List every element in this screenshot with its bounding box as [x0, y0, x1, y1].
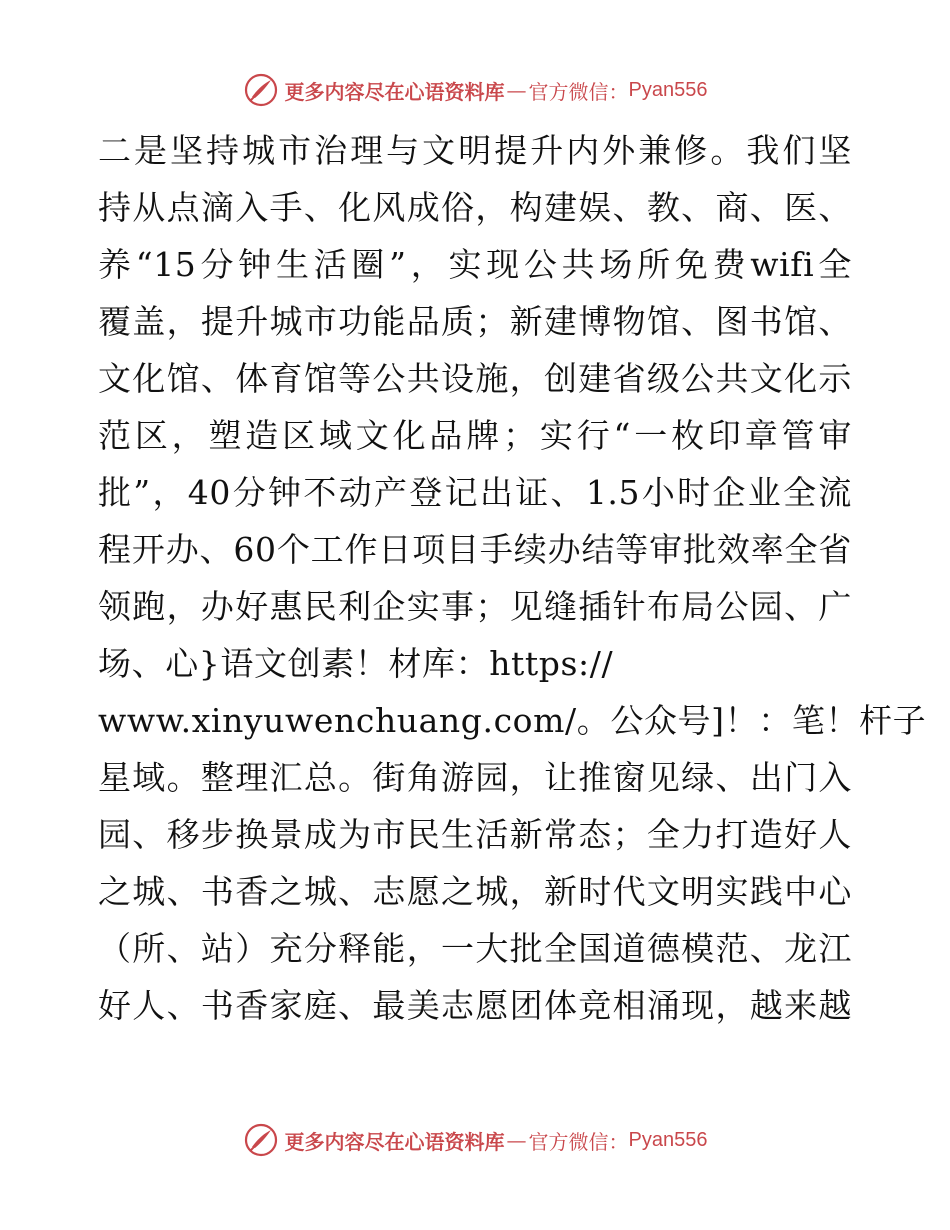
- text-line: www.xinyuwenchuang.com/。公众号]！：笔！杆子: [98, 701, 927, 740]
- quill-logo-icon: [243, 72, 279, 108]
- text-line: 领跑，办好惠民利企实事；见缝插针布局公园、广: [98, 587, 852, 626]
- banner-wechat-id: Pyan556: [628, 1128, 708, 1151]
- text-line: 养“15分钟生活圈”，实现公共场所免费wifi全: [98, 245, 852, 284]
- banner-label: 官方微信：: [528, 1129, 629, 1154]
- banner-label: 官方微信：: [528, 79, 629, 104]
- text-line: 场、心}语文创素！材库：https://: [98, 644, 614, 683]
- text-line: 星域。整理汇总。街角游园，让推窗见绿、出门入: [98, 758, 852, 797]
- text-line: 批”，40分钟不动产登记出证、1.5小时企业全流: [98, 473, 852, 512]
- text-line: （所、站）充分释能，一大批全国道德模范、龙江: [98, 929, 852, 968]
- text-line: 程开办、60个工作日项目手续办结等审批效率全省: [98, 530, 852, 569]
- text-line: 好人、书香家庭、最美志愿团体竞相涌现，越来越: [98, 986, 852, 1025]
- text-line: 二是坚持城市治理与文明提升内外兼修。我们坚: [98, 131, 852, 170]
- banner-separator: —: [506, 1128, 527, 1152]
- text-line: 之城、书香之城、志愿之城，新时代文明实践中心: [98, 872, 852, 911]
- footer-banner: [0, 1120, 950, 1160]
- banner-text: 更多内容尽在心语资料库: [284, 1129, 505, 1154]
- banner-wechat-id: Pyan556: [628, 78, 708, 101]
- text-line: 文化馆、体育馆等公共设施，创建省级公共文化示: [98, 359, 852, 398]
- text-line: 持从点滴入手、化风成俗，构建娱、教、商、医、: [98, 188, 852, 227]
- quill-logo-icon: [243, 1122, 279, 1158]
- document-body: [98, 122, 927, 1034]
- banner-separator: —: [506, 78, 527, 102]
- text-line: 园、移步换景成为市民生活新常态；全力打造好人: [98, 815, 852, 854]
- header-banner: [0, 70, 950, 110]
- text-line: 范区，塑造区域文化品牌；实行“一枚印章管审: [98, 416, 852, 455]
- banner-text: 更多内容尽在心语资料库: [284, 79, 505, 104]
- text-line: 覆盖，提升城市功能品质；新建博物馆、图书馆、: [98, 302, 852, 341]
